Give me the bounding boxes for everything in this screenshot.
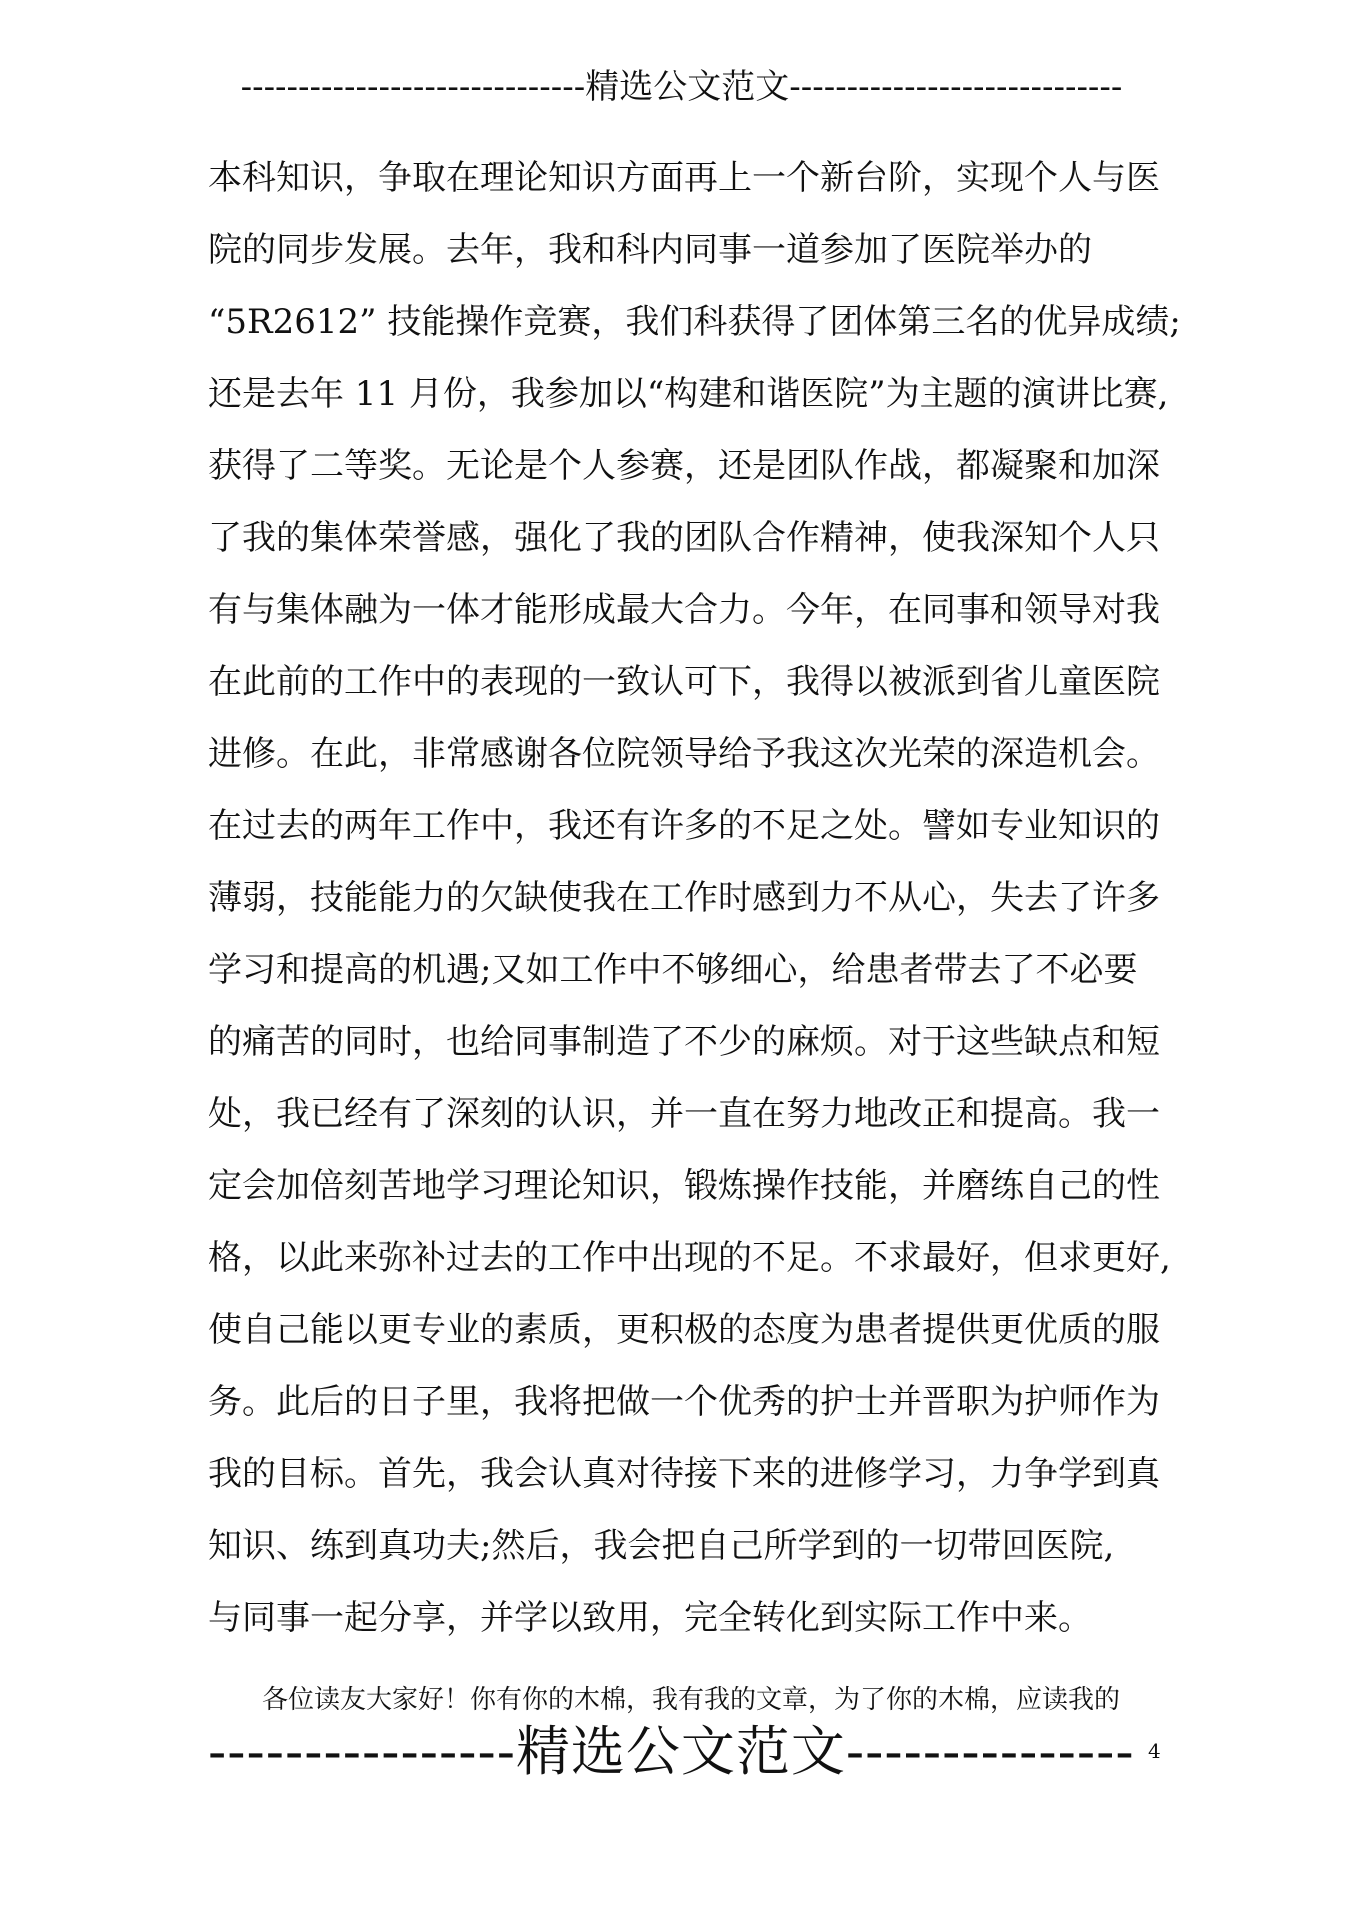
body-line-17: 使自己能以更专业的素质，更积极的态度为患者提供更优质的服 [208, 1310, 1160, 1350]
body-line-11: 薄弱，技能能力的欠缺使我在工作时感到力不从心，失去了许多 [208, 878, 1160, 918]
body-line-16: 格，以此来弥补过去的工作中出现的不足。不求最好，但求更好, [208, 1238, 1171, 1278]
document-body [208, 142, 1328, 1654]
body-line-19: 我的目标。首先，我会认真对待接下来的进修学习，力争学到真 [208, 1454, 1160, 1494]
body-line-5: 获得了二等奖。无论是个人参赛，还是团队作战，都凝聚和加深 [208, 446, 1160, 486]
page-header: ------------------------------精选公文范文----------------------------- [240, 67, 1123, 107]
body-line-7: 有与集体融为一体才能形成最大合力。今年，在同事和领导对我 [208, 590, 1160, 630]
body-line-2: 院的同步发展。去年，我和科内同事一道参加了医院举办的 [208, 230, 1092, 270]
body-line-15: 定会加倍刻苦地学习理论知识，锻炼操作技能，并磨练自己的性 [208, 1166, 1160, 1206]
body-line-10: 在过去的两年工作中，我还有许多的不足之处。譬如专业知识的 [208, 806, 1160, 846]
footer-banner: ----------------精选公文范文--------------- [208, 1720, 1135, 1783]
page-number: 4 [1148, 1739, 1161, 1763]
body-line-21: 与同事一起分享，并学以致用，完全转化到实际工作中来。 [208, 1598, 1092, 1638]
footer-note: 各位读友大家好！你有你的木棉，我有我的文章，为了你的木棉，应读我的 [262, 1685, 1121, 1715]
body-line-3: “5R2612” 技能操作竞赛，我们科获得了团体第三名的优异成绩; [208, 302, 1181, 342]
body-line-12: 学习和提高的机遇;又如工作中不够细心，给患者带去了不必要 [208, 950, 1138, 990]
body-line-1: 本科知识，争取在理论知识方面再上一个新台阶，实现个人与医 [208, 158, 1160, 198]
body-line-14: 处，我已经有了深刻的认识，并一直在努力地改正和提高。我一 [208, 1094, 1160, 1134]
body-line-13: 的痛苦的同时，也给同事制造了不少的麻烦。对于这些缺点和短 [208, 1022, 1160, 1062]
body-line-4: 还是去年 11 月份，我参加以“构建和谐医院”为主题的演讲比赛, [208, 374, 1169, 414]
body-line-20: 知识、练到真功夫;然后，我会把自己所学到的一切带回医院, [208, 1526, 1115, 1566]
body-line-8: 在此前的工作中的表现的一致认可下，我得以被派到省儿童医院 [208, 662, 1160, 702]
body-line-9: 进修。在此，非常感谢各位院领导给予我这次光荣的深造机会。 [208, 734, 1160, 774]
body-line-18: 务。此后的日子里，我将把做一个优秀的护士并晋职为护师作为 [208, 1382, 1160, 1422]
body-line-6: 了我的集体荣誉感，强化了我的团队合作精神，使我深知个人只 [208, 518, 1160, 558]
